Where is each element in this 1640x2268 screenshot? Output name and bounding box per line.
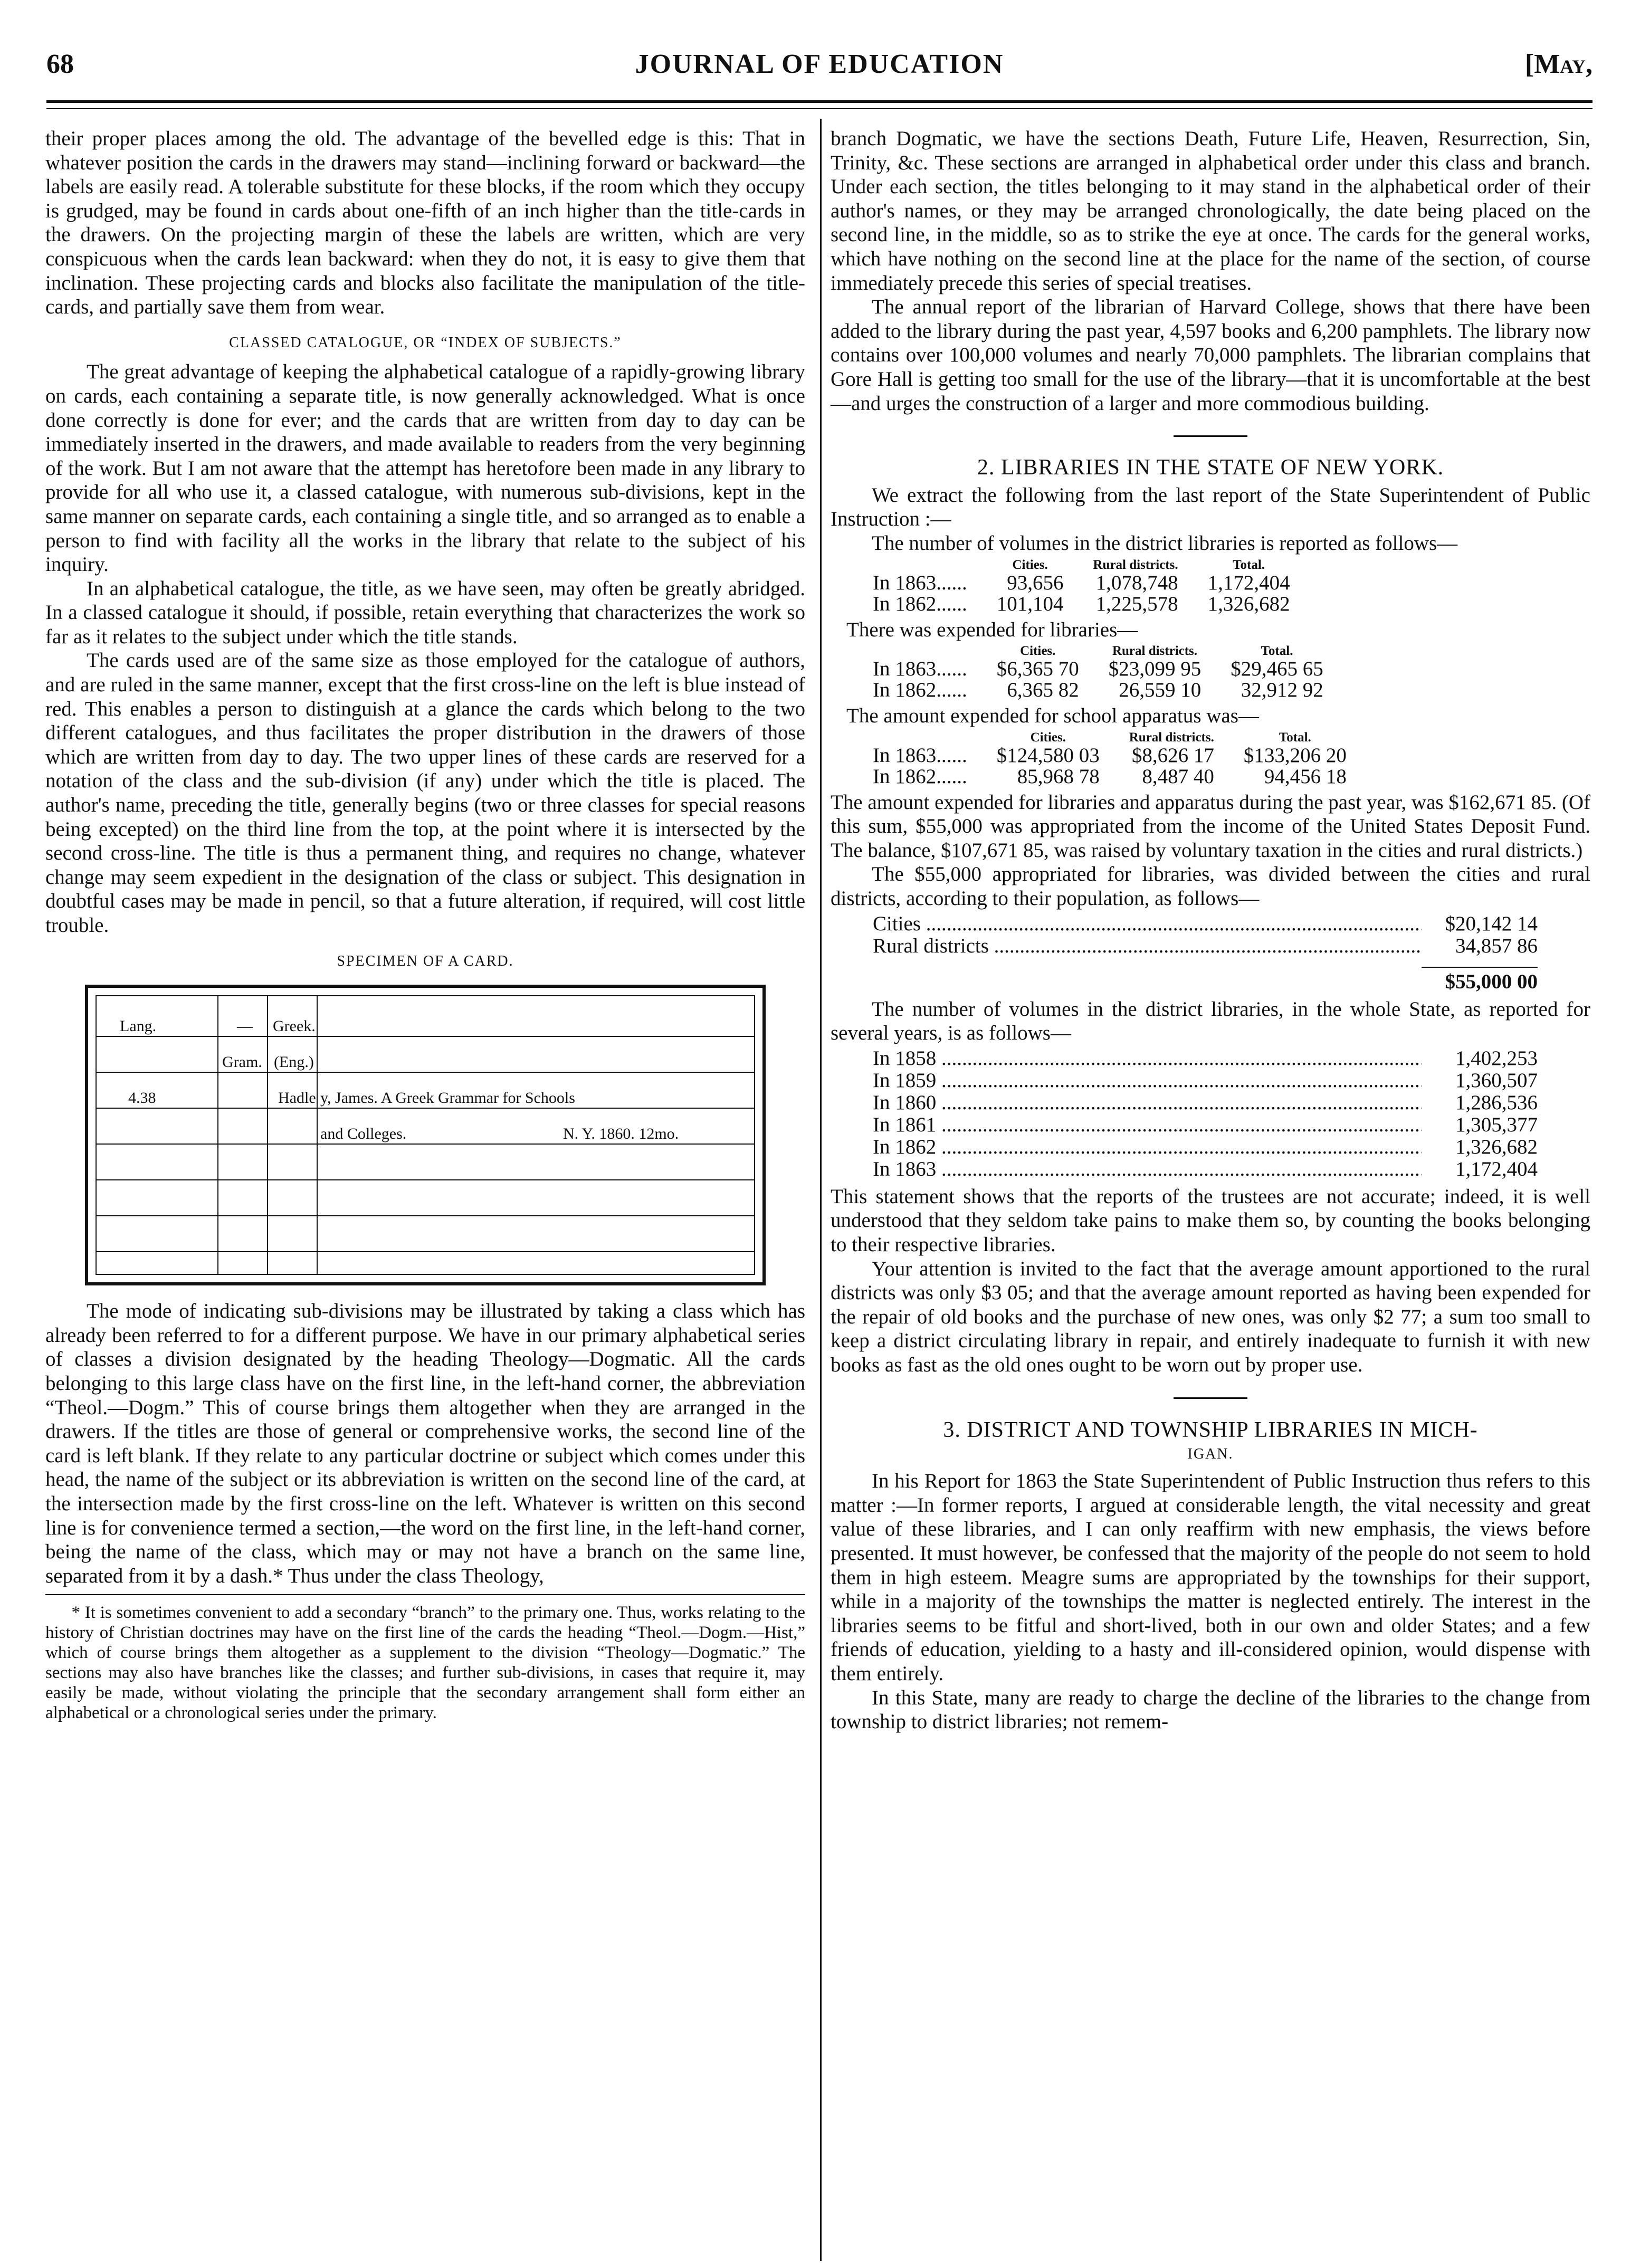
footnote-text: * It is sometimes convenient to add a secondary “branch” to the primary one. Thus, works relating to the history of Christian doctrines may have on the first line of the cards the heading “Theol.—Dogm.—Hist,” which of course brings them altogether as a supplement to the division “Theology—Dogmatic.” The sections may also have branches like the classes; and further sub-divisions, in cases that require it, may easily be made, without violating the principle that the secondary arrangement shall form either an alphabetical or a chronological series under the primary. [45,1603,805,1723]
paragraph: In this State, many are ready to charge the decline of the libraries to the change from township to district libraries; not remem- [831,1686,1590,1733]
col-header: Total. [1261,644,1293,659]
cell: $8,626 17 [1131,744,1214,767]
card-number: 4.38 [128,1089,156,1107]
col-header: Rural districts. [1093,557,1178,572]
item-label: In 1860 ..... [873,1092,1422,1114]
cell: 1,225,578 [1095,592,1178,615]
table-row [873,573,1305,594]
header-month: [May, [1524,49,1593,79]
header-rule-thick [46,100,1593,103]
item-label: In 1862 ..... [873,1136,1422,1158]
col-header: Cities. [1012,557,1048,572]
list-item [873,1070,1538,1092]
paragraph: This statement shows that the reports of the trustees are not accurate; indeed, it is well understood that they seldom take pains to make them so, by counting the books belonging to their respective libraries. [831,1185,1590,1256]
paragraph: We extract the following from the last report of the State Superintendent of Public Instruction :— [831,483,1590,531]
item-label: Rural districts ..... [873,935,1422,957]
table-library-expenditure [873,644,1338,701]
list-item [873,935,1538,957]
card-hadle: Hadle [278,1089,316,1107]
paragraph: The amount expended for school apparatus was— [846,704,1259,728]
paragraph: The annual report of the librarian of Harvard College, shows that there have been added to the library during the past year, 4,597 books and 6,200 pamphlets. The library now contains over 100,000 volumes and nearly 70,000 pamphlets. The librarian complains that Gore Hall is getting too small for the use of the library—that it is uncomfortable at the best—and urges the construction of a larger and more commodious building. [831,296,1590,415]
row-label: In 1863...... [873,571,967,594]
running-header [46,49,1593,91]
item-label: In 1859 ..... [873,1070,1422,1092]
card-colleges: and Colleges. [320,1125,407,1143]
cell: $124,580 03 [996,744,1100,767]
cell: 6,365 82 [1007,679,1079,702]
card-imprint: N. Y. 1860. 12mo. [563,1125,679,1143]
cell: 8,487 40 [1142,765,1214,788]
table-row [873,745,1361,766]
section-divider [1174,1397,1247,1399]
item-value: 1,326,682 [1455,1135,1538,1158]
yearly-volumes-list [873,1047,1538,1180]
paragraph: The amount expended for libraries and apparatus during the past year, was $162,671 85. (Of this sum, $55,000 was appropriated from the income of the United States Deposit Fund. The balance, $107,671 85, was raised by voluntary taxation in the cities and rural districts.) [831,790,1590,862]
row-label: In 1862...... [873,592,967,615]
card-greek: Greek. [273,1017,316,1035]
row-label: In 1862...... [873,679,967,702]
page-number: 68 [46,49,74,79]
specimen-card [85,985,766,1285]
card-dash: — [237,1017,253,1035]
list-item [873,1047,1538,1070]
cell: $6,365 70 [996,657,1079,681]
table-apparatus-expenditure [873,730,1361,787]
cell: $23,099 95 [1108,657,1202,681]
subheading-classed-catalogue: CLASSED CATALOGUE, OR “INDEX OF SUBJECTS.” [229,334,622,351]
paragraph: In his Report for 1863 the State Superintendent of Public Instruction thus refers to this matter :—In former reports, I argued at considerable length, the vital necessity and great value of these libraries, and I can only reaffirm with new emphasis, the views before presented. It must however, be confessed that the majority of the people do not seem to hold them in high esteem. Meagre sums are appropriated by the townships for their support, while in a majority of the townships the matter is neglected entirely. The interest in the libraries seems to be fitful and short-lived, both in our own and older States; and a few friends of education, yielding to a hasty and ill-considered opinion, would dispense with them entirely. [831,1470,1590,1685]
total-value: $55,000 00 [1422,967,1538,993]
section-heading-new-york: 2. LIBRARIES IN THE STATE OF NEW YORK. [977,455,1444,480]
distribution-list [873,913,1538,993]
list-item [873,1092,1538,1114]
section-heading-michigan-cont: IGAN. [1187,1445,1234,1462]
paragraph: The great advantage of keeping the alphabetical catalogue of a rapidly-growing library on cards, each containing a separate title, is now generally acknowledged. What is once done correctly is done for ever; and the cards that are written from day to day can be immediately inserted in the drawers, and made available to readers from the very beginning of the work. But I am not aware that the attempt has heretofore been made in any library to provide for all who use it, a classed catalogue, with numerous sub-divisions, kept in the same manner on separate cards, each containing a single title, and so arranged as to enable a person to find with facility all the works in the library that relate to the subject of his inquiry. [45,360,805,576]
section-divider [1174,435,1247,437]
item-value: 1,172,404 [1455,1157,1538,1180]
cell: 101,104 [996,592,1064,615]
table-row [873,659,1338,680]
table-row [873,594,1305,615]
item-value: 1,360,507 [1455,1069,1538,1092]
cell: 93,656 [1007,571,1064,594]
list-item [873,913,1538,935]
cell: $133,206 20 [1243,744,1347,767]
paragraph: The mode of indicating sub-divisions may be illustrated by taking a class which has already been referred to for a different purpose. We have in our primary alphabetical series of classes a division designated by the heading Theology—Dogmatic. All the cards belonging to this large class have on the first line, in the left-hand corner, the abbreviation “Theol.—Dogm.” This of course brings them altogether when they are arranged in the drawers. If the titles are those of general or comprehensive works, the second line of the card is left blank. If they relate to any particular doctrine or subject which comes under this head, the name of the subject or its abbreviation is written on the second line of the card, at the intersection made by the first cross-line on the left. Whatever is written on this second line is for convenience termed a section,—the word on the first line, in the left-hand corner, being the name of the class, which may or may not have a branch on the same line, separated from it by a dash.* Thus under the class Theology, [45,1300,805,1587]
row-label: In 1862...... [873,765,967,788]
table-volumes [873,558,1305,615]
list-item [873,1114,1538,1136]
header-rule-thin [46,108,1593,109]
card-title-line: y, James. A Greek Grammar for Schools [320,1089,575,1107]
col-header: Rural districts. [1129,730,1214,745]
card-gram: Gram. [222,1053,262,1071]
card-eng: (Eng.) [274,1053,314,1071]
section-heading-michigan: 3. DISTRICT AND TOWNSHIP LIBRARIES IN MICH- [943,1417,1478,1442]
journal-title: JOURNAL OF EDUCATION [635,49,1004,79]
left-column [45,127,805,1723]
item-label: Cities ..... [873,913,1422,935]
col-header: Cities. [1020,644,1056,659]
paragraph: The $55,000 appropriated for libraries, was divided between the cities and rural districts, according to their population, as follows— [831,863,1590,910]
cell: $29,465 65 [1231,657,1323,681]
item-value: 34,857 86 [1455,934,1538,957]
item-value: 1,402,253 [1455,1046,1538,1070]
column-divider [820,119,822,2261]
cell: 26,559 10 [1119,679,1202,702]
footnote [45,1594,805,1723]
col-header: Cities. [1030,730,1066,745]
cell: 94,456 18 [1264,765,1347,788]
cell: 85,968 78 [1017,765,1100,788]
col-header: Rural districts. [1112,644,1198,659]
col-header: Total. [1279,730,1311,745]
paragraph: branch Dogmatic, we have the sections Death, Future Life, Heaven, Resurrection, Sin, Trinity, &c. These sections are arranged in alphabetical order under this class and branch. Under each section, the titles belonging to it may stand in the alphabetical order of their author's names, or they may be arranged chronologically, the date being placed on the second line, in the middle, so as to strike the eye at once. The cards for the general works, which have nothing on the second line at the place for the name of the section, of course immediately precede this series of special treatises. [831,127,1590,294]
table-row [873,766,1361,787]
list-item [873,1136,1538,1158]
cell: 1,326,682 [1207,592,1290,615]
cell: 1,172,404 [1207,571,1290,594]
item-value: 1,305,377 [1455,1113,1538,1136]
paragraph: There was expended for libraries— [846,618,1138,641]
col-header: Total. [1233,557,1265,572]
right-column [831,127,1590,1734]
cell: 1,078,748 [1095,571,1178,594]
paragraph: The number of volumes in the district libraries, in the whole State, as reported for several years, is as follows— [831,997,1590,1045]
cell: 32,912 92 [1241,679,1323,702]
item-value: 1,286,536 [1455,1091,1538,1114]
item-value: $20,142 14 [1445,912,1538,935]
table-row [873,680,1338,701]
item-label: In 1863 ..... [873,1158,1422,1180]
paragraph: The cards used are of the same size as those employed for the catalogue of authors, and are ruled in the same manner, except that the first cross-line on the left is blue instead of red. This enables a person to distinguish at a glance the cards which belong to the two different catalogues, and thus facilitates the proper distribution in the drawers of those which are written from day to day. The two upper lines of these cards are reserved for a notation of the class and the sub-division (if any) under which the title is placed. The author's name, preceding the title, generally begins (two or three classes for special reasons being excepted) on the third line from the top, at the point where it is intersected by the second cross-line. The title is thus a permanent thing, and requires no change, whatever change may seem expedient in the designation of the class or subject. This designation in doubtful cases may be made in pencil, so that a future alteration, if required, will cost little trouble. [45,649,805,937]
paragraph: The number of volumes in the district libraries is reported as follows— [872,531,1458,555]
subheading-specimen: SPECIMEN OF A CARD. [337,952,514,969]
item-label: In 1861 ..... [873,1114,1422,1136]
paragraph: their proper places among the old. The advantage of the bevelled edge is this: That in whatever position the cards in the drawers may stand—inclining forward or backward—the labels are easily read. A tolerable substitute for these blocks, if the room which they occupy is grudged, may be found in cards about one-fifth of an inch higher than the title-cards in the drawers. On the projecting margin of these the labels are written, which are very conspicuous when the cards lean backward: when they do not, it is easy to give them that inclination. These projecting cards and blocks also facilitate the manipulation of the title-cards, and partially save them from wear. [45,127,805,319]
paragraph: In an alphabetical catalogue, the title, as we have seen, may often be greatly abridged. In a classed catalogue it should, if possible, retain everything that characterizes the work so far as it relates to the subject under which the title stands. [45,577,805,648]
distribution-total [873,967,1538,993]
list-item [873,1158,1538,1180]
row-label: In 1863...... [873,657,967,681]
row-label: In 1863...... [873,744,967,767]
paragraph: Your attention is invited to the fact that the average amount apportioned to the rural districts was only $3 05; and that the average amount reported as having been expended for the repair of old books and the purchase of new ones, was only $2 77; a sum too small to keep a district circulating library in repair, and entirely inadequate to furnish it with new books as fast as the old ones ought to be worn out by proper use. [831,1257,1590,1376]
item-label: In 1858 ..... [873,1047,1422,1070]
card-lang: Lang. [120,1017,157,1035]
